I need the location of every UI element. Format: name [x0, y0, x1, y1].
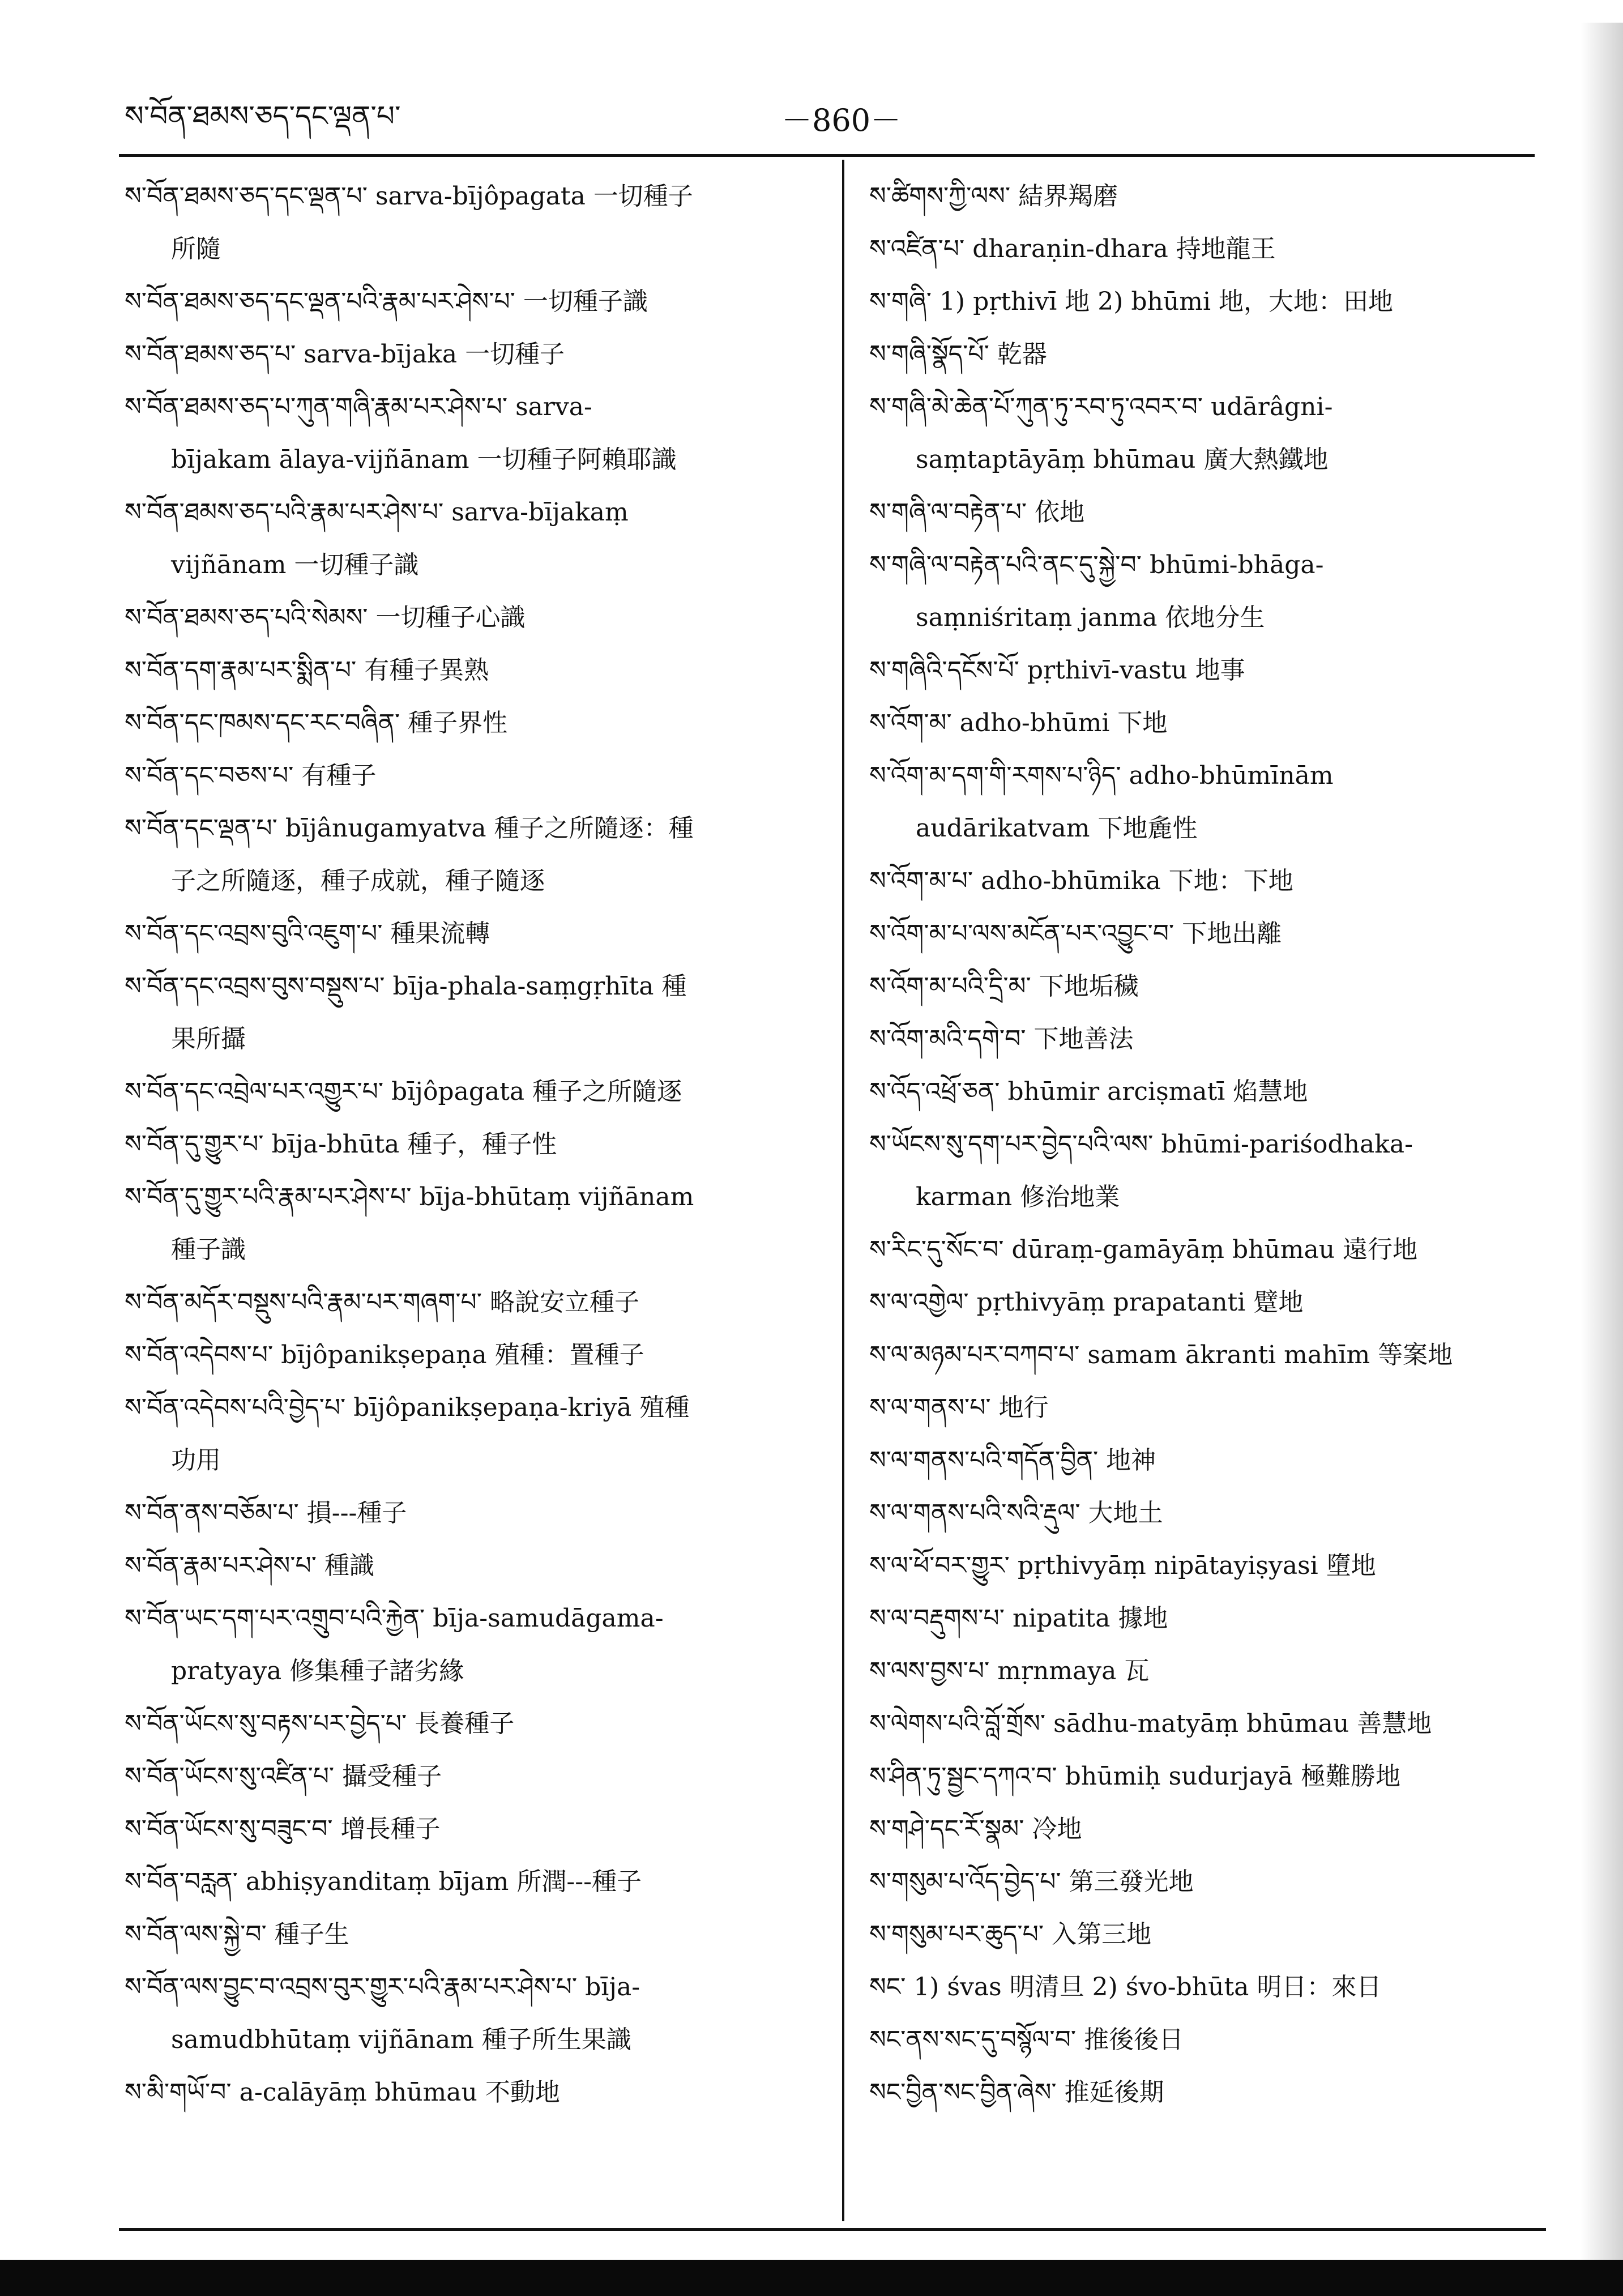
dictionary-entry: ས་བོན་ཡོངས་སུ་འཛིན་པ་ 攝受種子	[125, 1762, 442, 1791]
column-divider	[842, 160, 844, 2221]
dictionary-entry: སང་ནས་སང་དུ་བསྙོལ་བ་ 推後後日	[869, 2025, 1184, 2054]
dictionary-entry: སང་ 1) śvas 明清旦 2) śvo-bhūta 明日：來日	[869, 1973, 1382, 2001]
dictionary-entry: ས་བོན་ལས་བྱུང་བ་འབྲས་བུར་གྱུར་པའི་རྣམ་པར་ཤེས་པ་ bīja-	[125, 1973, 640, 2001]
dictionary-entry: ས་བོན་དང་ལྡན་པ་ bījânugamyatva 種子之所隨逐：種	[125, 814, 694, 843]
dictionary-entry: ས་བོན་དུ་གྱུར་པའི་རྣམ་པར་ཤེས་པ་ bīja-bhūtaṃ vijñānam	[125, 1183, 694, 1211]
dictionary-entry: ས་བོན་ཐམས་ཅད་དང་ལྡན་པ་ sarva-bījôpagata 一切種子	[125, 182, 693, 211]
dictionary-entry: ས་འོག་མ་པ་ལས་མངོན་པར་འབྱུང་བ་ 下地出離	[869, 919, 1282, 948]
running-head: ས་བོན་ཐམས་ཅད་དང་ལྡན་པ་	[125, 100, 401, 133]
dictionary-entry: ས་གཞི་སྣོད་པོ་ 乾器	[869, 340, 1047, 369]
dictionary-entry: ས་འོག་མ་ adho-bhūmi 下地	[869, 709, 1168, 737]
dictionary-entry: ས་འོད་འཕྲོ་ཅན་ bhūmir arciṣmatī 焰慧地	[869, 1077, 1308, 1106]
dictionary-entry: ས་བོན་མདོར་བསྡུས་པའི་རྣམ་པར་གཞག་པ་ 略說安立種子	[125, 1288, 639, 1317]
entry-continuation-line: audārikatvam 下地麁性	[916, 814, 1198, 843]
entry-continuation-line: pratyaya 修集種子諸劣緣	[171, 1657, 464, 1685]
dictionary-entry: ས་གཞིའི་དངོས་པོ་ pṛthivī-vastu 地事	[869, 656, 1245, 685]
dictionary-entry: ས་འོག་མ་དག་གི་རགས་པ་ཉིད་ adho-bhūmīnām	[869, 761, 1334, 790]
dictionary-entry: ས་གཞི་ལ་བརྟེན་པ་ 依地	[869, 498, 1085, 527]
dictionary-entry: ས་གསུམ་པར་ཆུད་པ་ 入第三地	[869, 1920, 1152, 1949]
dictionary-entry: ས་མི་གཡོ་བ་ a-calāyāṃ bhūmau 不動地	[125, 2078, 560, 2107]
dictionary-entry: ས་ལ་ཕོ་བར་གྱུར་ pṛthivyāṃ nipātayiṣyasi 墮地	[869, 1551, 1376, 1580]
dictionary-entry: ས་བོན་དང་ཁམས་དང་རང་བཞིན་ 種子界性	[125, 709, 508, 737]
dictionary-entry: ས་ལེགས་པའི་བློ་གྲོས་ sādhu-matyāṃ bhūmau 善慧地	[869, 1709, 1432, 1738]
entry-continuation-line: 功用	[171, 1446, 221, 1475]
dictionary-entry: ས་ལ་བརྡུགས་པ་ nipatita 據地	[869, 1604, 1168, 1633]
entry-continuation-line: vijñānam 一切種子識	[171, 550, 419, 579]
entry-continuation-line: saṃniśritaṃ janma 依地分生	[916, 603, 1265, 632]
entry-continuation-line: saṃtaptāyāṃ bhūmau 廣大熱鐵地	[916, 445, 1329, 474]
dictionary-entry: ས་བོན་འདེབས་པ་ bījôpanikṣepaṇa 殖種：置種子	[125, 1341, 644, 1369]
dictionary-entry: ས་བོན་ཡང་དག་པར་འགྲུབ་པའི་རྐྱེན་ bīja-samudāgama-	[125, 1604, 664, 1633]
entry-continuation-line: 子之所隨逐，種子成就，種子隨逐	[171, 867, 545, 895]
dictionary-entry: ས་བོན་ཐམས་ཅད་པའི་རྣམ་པར་ཤེས་པ་ sarva-bījakaṃ	[125, 498, 629, 527]
dictionary-entry: ས་འོག་མ་པ་ adho-bhūmika 下地：下地	[869, 867, 1293, 895]
dictionary-entry: ས་འཛིན་པ་ dharaṇin-dhara 持地龍王	[869, 234, 1276, 263]
dictionary-entry: ས་བོན་དང་འབྲས་བུའི་འཇུག་པ་ 種果流轉	[125, 919, 490, 948]
dictionary-entry: ས་རིང་དུ་སོང་བ་ dūraṃ-gamāyāṃ bhūmau 遠行地	[869, 1235, 1418, 1264]
dictionary-entry: ས་བོན་ཐམས་ཅད་པའི་སེམས་ 一切種子心識	[125, 603, 526, 632]
dictionary-entry: ས་བོན་ཐམས་ཅད་དང་ལྡན་པའི་རྣམ་པར་ཤེས་པ་ 一切種子識	[125, 287, 648, 316]
footer-rule	[119, 2228, 1546, 2231]
entry-continuation-line: bījakam ālaya-vijñānam 一切種子阿賴耶識	[171, 445, 677, 474]
dictionary-entry: ས་ལ་གནས་པའི་གདོན་བྱིན་ 地神	[869, 1446, 1156, 1475]
dictionary-entry: ས་ཡོངས་སུ་དག་པར་བྱེད་པའི་ལས་ bhūmi-pariśodhaka-	[869, 1130, 1413, 1159]
dictionary-entry: ས་གཤེ་དང་རོ་སྣམ་ 冷地	[869, 1815, 1082, 1843]
header-rule	[119, 154, 1535, 157]
entry-continuation-line: 所隨	[171, 234, 221, 263]
dictionary-entry: ས་ལ་གནས་པ་ 地行	[869, 1393, 1049, 1422]
dictionary-entry: ས་ལ་མཉམ་པར་བཀབ་པ་ samam ākranti mahīm 等案地	[869, 1341, 1453, 1369]
left-column	[125, 170, 832, 2119]
dictionary-entry: ས་ལ་གནས་པའི་སའི་རྡུལ་ 大地土	[869, 1499, 1163, 1527]
right-column	[869, 170, 1543, 2119]
entry-continuation-line: 果所攝	[171, 1025, 246, 1053]
dictionary-entry: ས་འོག་མའི་དགེ་བ་ 下地善法	[869, 1025, 1134, 1053]
entry-continuation-line: samudbhūtaṃ vijñānam 種子所生果識	[171, 2025, 631, 2054]
dictionary-entry: ས་གསུམ་པ་འོད་བྱེད་པ་ 第三發光地	[869, 1867, 1194, 1896]
page-number: －860－	[781, 103, 902, 138]
dictionary-entry: ས་བོན་ཐམས་ཅད་པ་ sarva-bījaka 一切種子	[125, 340, 565, 369]
dictionary-entry: ས་བོན་དང་འབྲས་བུས་བསྡུས་པ་ bīja-phala-saṃgṛhīta 種	[125, 972, 687, 1001]
dictionary-entry: ས་བོན་དུ་གྱུར་པ་ bīja-bhūta 種子，種子性	[125, 1130, 557, 1159]
entry-continuation-line: karman 修治地業	[916, 1183, 1120, 1211]
dictionary-entry: ས་བོན་བརླན་ abhiṣyanditaṃ bījam 所潤---種子	[125, 1867, 642, 1896]
dictionary-entry: ས་བོན་ནས་བཅོམ་པ་ 損---種子	[125, 1499, 407, 1527]
dictionary-entry: ས་བོན་ཐམས་ཅད་པ་ཀུན་གཞི་རྣམ་པར་ཤེས་པ་ sarva-	[125, 392, 592, 421]
dictionary-entry: ས་ལས་བྱས་པ་ mṛnmaya 瓦	[869, 1657, 1150, 1685]
dictionary-entry: ས་ལ་འགྱེལ་ pṛthivyāṃ prapatanti 躄地	[869, 1288, 1304, 1317]
dictionary-entry: ས་གཞི་ལ་བརྟེན་པའི་ནང་དུ་སྐྱེ་བ་ bhūmi-bhāga-	[869, 550, 1324, 579]
dictionary-entry: ས་བོན་ལས་སྐྱེ་བ་ 種子生	[125, 1920, 349, 1949]
dictionary-entry: ས་གཞི་ 1) pṛthivī 地 2) bhūmi 地，大地：田地	[869, 287, 1394, 316]
entry-continuation-line: 種子識	[171, 1235, 246, 1264]
dictionary-entry: ས་བོན་ཡོངས་སུ་བརྟས་པར་བྱེད་པ་ 長養種子	[125, 1709, 515, 1738]
dictionary-entry: ས་འོག་མ་པའི་དྲི་མ་ 下地垢穢	[869, 972, 1139, 1001]
dictionary-entry: ས་བོན་དག་རྣམ་པར་སྨིན་པ་ 有種子異熟	[125, 656, 489, 685]
dictionary-entry: ས་བོན་དང་བཅས་པ་ 有種子	[125, 761, 377, 790]
dictionary-entry: ས་བོན་རྣམ་པར་ཤེས་པ་ 種識	[125, 1551, 374, 1580]
scan-bottom-band	[0, 2260, 1623, 2296]
dictionary-entry: ས་བོན་འདེབས་པའི་བྱེད་པ་ bījôpanikṣepaṇa-kriyā 殖種	[125, 1393, 690, 1422]
dictionary-entry: ས་བོན་དང་འབྲེལ་པར་འགྱུར་པ་ bījôpagata 種子之所隨逐	[125, 1077, 682, 1106]
dictionary-entry: ས་ཤིན་ཏུ་སྦྱང་དཀའ་བ་ bhūmiḥ sudurjayā 極難勝地	[869, 1762, 1401, 1791]
page-edge-shadow	[1581, 23, 1623, 2288]
dictionary-entry: ས་བོན་ཡོངས་སུ་བཟུང་བ་ 增長種子	[125, 1815, 441, 1843]
dictionary-entry: ས་ཚིགས་ཀྱི་ལས་ 結界羯磨	[869, 182, 1118, 211]
dictionary-entry: ས་གཞི་མེ་ཆེན་པོ་ཀུན་ཏུ་རབ་ཏུ་འབར་བ་ udārâgni-	[869, 392, 1333, 421]
dictionary-entry: སང་བྱིན་སང་བྱིན་ཞེས་ 推延後期	[869, 2078, 1164, 2107]
